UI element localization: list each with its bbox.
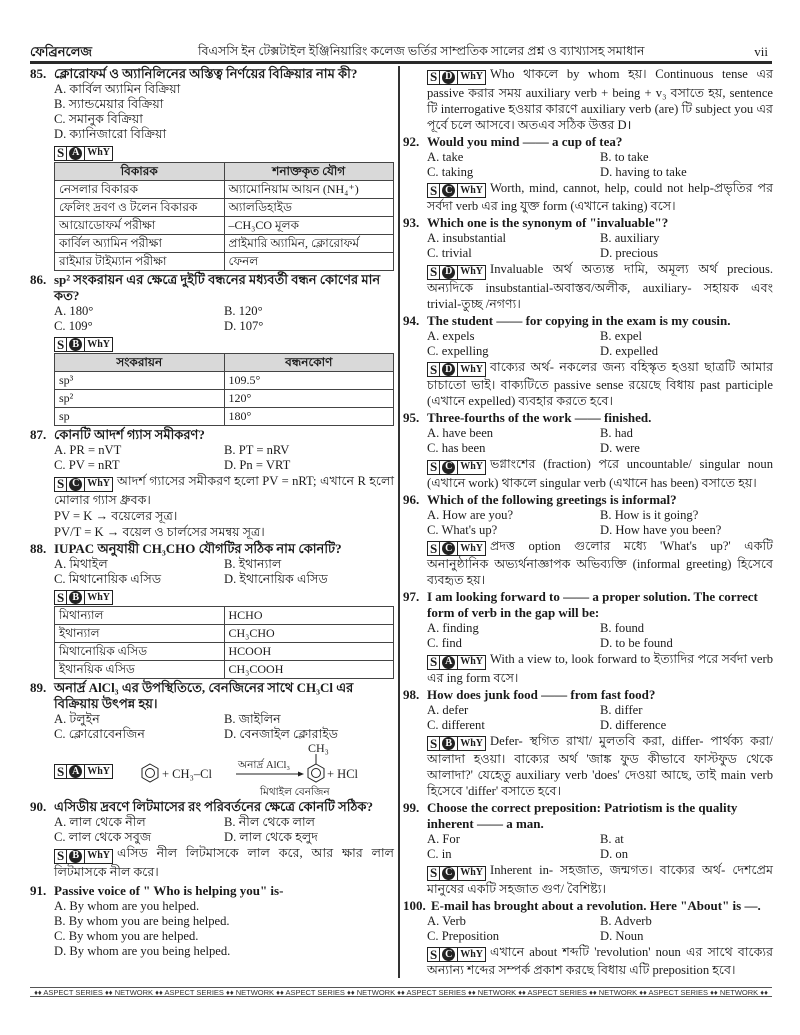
answer-circle: B xyxy=(69,338,82,351)
options xyxy=(427,508,773,538)
explanation: S A WhY With a view to, look forward to ইত্যাদির পরে সর্বদা verb এর ing form বসে। xyxy=(427,652,773,685)
option-d: D. precious xyxy=(600,246,659,260)
option-d: D. Pn = VRT xyxy=(224,458,291,472)
option-b: B. By whom you are being helped. xyxy=(54,913,230,928)
solution-badge: S A WhY xyxy=(54,146,113,161)
option-a: A. লাল থেকে নীল xyxy=(54,815,146,829)
explanation: S C WhY ভগ্নাংশের (fraction) পরে uncountable/ singular noun (এখানে work) থাকলে singular verb (এখানে has been) বসাতে হয়। xyxy=(427,457,773,490)
question-text: Which of the following greetings is informal? xyxy=(427,491,677,507)
solution-badge: S B WhY xyxy=(54,590,113,605)
option-d: D. expelled xyxy=(600,343,659,358)
option-b: B. 120° xyxy=(224,303,263,318)
option-c: C. Preposition xyxy=(427,928,500,943)
solution-badge: S C WhY xyxy=(427,866,486,881)
explanation: S C WhY প্রদত্ত option গুলোর মধ্যে 'What's up?' একটি অনানুষ্ঠানিক অভ্যর্থনাজ্ঞাপক অভিব্যক্তি (informal greeting) হিসেবে ব্যবহৃত হয়। xyxy=(427,538,773,587)
catalyst-label: অনার্দ্র AlCl₃ xyxy=(238,760,291,771)
option-b: B. নীল থেকে লাল xyxy=(224,815,316,829)
explanation: S D WhY Who থাকলে by whom হয়। Continuous tense এর passive করার সময় auxiliary verb + being + v₃ বসাতে হয়, sentence টি interrogative হওয়ার কারণে auxiliary verb (are) টি subject you এর পূর্বে চলে আসবে। অতএব সঠিক উত্তর D। xyxy=(427,67,773,132)
option-c: C. different xyxy=(427,717,485,732)
explanation: S D WhY Invaluable অর্থ অত্যন্ত দামি, অমূল্য অর্থ precious. অন্যদিকে insubstantial-অবাস্তব/অলীক, auxiliary- সহায়ক এবং trivial-তুচ্ছ /নগণ্য। xyxy=(427,262,773,311)
question-number: 91. xyxy=(30,882,47,898)
brand-name: ফেব্রিনলেজ xyxy=(30,44,93,59)
option-b: B. expel xyxy=(600,328,642,343)
solution-badge: S B WhY xyxy=(427,736,486,751)
question-text: কোনটি আদর্শ গ্যাস সমীকরণ? xyxy=(54,427,205,442)
option-d: D. লাল থেকে হলুদ xyxy=(224,830,318,844)
reaction-svg xyxy=(54,742,394,798)
question-number: 93. xyxy=(403,215,420,230)
page-title: বিএসসি ইন টেক্সটাইল ইঞ্জিনিয়ারিং কলেজ ভর্তির সাম্প্রতিক সালের প্রশ্ন ও ব্যাখ্যাসহ সমাধান xyxy=(198,44,645,58)
question-text: The student —— for copying in the exam is my cousin. xyxy=(427,312,731,328)
explanation: S C WhY আদর্শ গ্যাসের সমীকরণ হলো PV = nRT; এখানে R হলো মোলার গ্যাস ধ্রুবক। xyxy=(54,474,394,507)
table-header: শনাক্তকৃত যৌগ xyxy=(224,162,394,180)
option-c: C. By whom you are helped. xyxy=(54,928,199,943)
question-number: 90. xyxy=(30,799,47,814)
solution-badge: S B WhY xyxy=(54,337,113,352)
solution-badge: S C WhY xyxy=(427,541,486,556)
solution-badge: S D WhY xyxy=(427,70,486,85)
option-a: A. finding xyxy=(427,621,479,635)
option-b: B. জাইলিন xyxy=(224,712,281,726)
options xyxy=(427,703,773,733)
answer-circle: D xyxy=(442,363,455,376)
question-text: Passive voice of " Who is helping you" is- xyxy=(54,882,284,898)
explanation: S B WhY এসিড নীল লিটমাসকে লাল করে, আর ক্ষার লাল লিটমাসকে নীল করে। xyxy=(54,846,394,879)
solution-badge: S A WhY xyxy=(54,764,113,779)
options xyxy=(427,426,773,456)
table-row: আয়োডোফর্ম পরীক্ষা –CH₃CO মূলক xyxy=(55,216,394,234)
question-text: Would you mind —— a cup of tea? xyxy=(427,133,623,149)
question-89 xyxy=(30,680,394,798)
answer-circle: A xyxy=(69,147,82,160)
option-d: D. having to take xyxy=(600,164,687,179)
option-b: B. to take xyxy=(600,149,649,164)
left-column xyxy=(30,66,394,960)
option-a: A. take xyxy=(427,149,464,164)
page-number: vii xyxy=(754,44,768,59)
reaction-diagram xyxy=(54,742,394,798)
solution-badge: S D WhY xyxy=(427,362,486,377)
table-header: বন্ধনকোণ xyxy=(224,354,394,372)
benzene-ring-icon xyxy=(142,764,158,782)
option-c: C. What's up? xyxy=(427,522,498,537)
question-number: 86. xyxy=(30,271,47,287)
table-header: বিকারক xyxy=(55,162,225,180)
option-a: A. টলুইন xyxy=(54,712,100,726)
answer-circle: B xyxy=(69,591,82,604)
options xyxy=(54,557,394,587)
option-d: D. ক্যানিজারো বিক্রিয়া xyxy=(54,127,167,141)
byproduct-label: + HCl xyxy=(327,767,359,781)
question-text: Which one is the synonym of "invaluable"? xyxy=(427,215,669,230)
answer-circle: A xyxy=(442,656,455,669)
answer-circle: D xyxy=(442,266,455,279)
option-d: D. By whom are you being helped. xyxy=(54,943,231,958)
option-b: B. differ xyxy=(600,702,643,717)
product-name: মিথাইল বেনজিন xyxy=(260,787,330,798)
options xyxy=(427,621,773,651)
options xyxy=(54,815,394,845)
question-number: 94. xyxy=(403,312,420,328)
answer-circle: C xyxy=(69,478,82,491)
option-c: C. মিথানোয়িক এসিড xyxy=(54,571,162,586)
option-a: A. insubstantial xyxy=(427,231,507,245)
explanation-line: PV/T = K → বয়েল ও চার্লসের সমন্বয় সূত্র। xyxy=(54,524,265,539)
table-row: নেসলার বিকারক অ্যামোনিয়াম আয়ন (NH₄⁺) xyxy=(55,180,394,198)
explanation: S C WhY Worth, mind, cannot, help, could not help-প্রভৃতির পর সর্বদা verb এর ing যুক্ত form (এখানে taking) বসে। xyxy=(427,180,773,213)
solution-badge: S C WhY xyxy=(427,460,486,475)
question-number: 85. xyxy=(30,66,47,81)
question-98 xyxy=(403,687,773,800)
question-number: 89. xyxy=(30,680,47,695)
question-number: 97. xyxy=(403,589,420,604)
option-c: C. PV = nRT xyxy=(54,458,120,472)
option-b: B. PT = nRV xyxy=(224,443,290,457)
question-text: ক্লোরোফর্ম ও অ্যানিলিনের অস্তিত্ব নির্ণয়ের বিক্রিয়ার নাম কী? xyxy=(54,66,358,81)
options xyxy=(54,304,394,334)
question-text: IUPAC অনুযায়ী CH₃CHO যৌগটির সঠিক নাম কোনটি? xyxy=(54,540,342,556)
reactant-label: + CH₃–Cl xyxy=(162,767,212,781)
answer-circle: B xyxy=(442,737,455,750)
options xyxy=(54,899,394,959)
question-85 xyxy=(30,66,394,271)
question-number: 100. xyxy=(403,897,426,913)
question-text: sp² সংকরায়ন এর ক্ষেত্রে দুইটি বন্ধনের মধ্যবর্তী বন্ধন কোণের মান কত? xyxy=(54,271,381,303)
compound-table xyxy=(54,606,394,679)
question-number: 98. xyxy=(403,686,420,702)
option-d: D. difference xyxy=(600,717,667,732)
options xyxy=(427,329,773,359)
solution-badge: S C WhY xyxy=(54,477,113,492)
table-header: সংকরায়ন xyxy=(55,354,225,372)
page-footer: ♦♦ ASPECT SERIES ♦♦ NETWORK ♦♦ ASPECT SERIES ♦♦ NETWORK ♦♦ ASPECT SERIES ♦♦ NETWORK ♦♦ ASPECT SERIES ♦♦ NETWORK ♦♦ ASPECT SERIES ♦♦ NETWORK ♦♦ ASPECT SERIES ♦♦ NETWORK ♦♦ xyxy=(30,987,772,997)
question-text: How does junk food —— from fast food? xyxy=(427,686,656,702)
substituent-label: CH₃ xyxy=(308,742,329,755)
solution-badge: S D WhY xyxy=(427,265,486,280)
question-number: 87. xyxy=(30,427,47,442)
option-b: B. How is it going? xyxy=(600,507,699,522)
answer-circle: C xyxy=(442,542,455,555)
table-row: মিথান্যাল HCHO xyxy=(55,607,394,625)
option-d: D. on xyxy=(600,847,628,861)
table-row: sp² 120° xyxy=(55,390,394,408)
option-d: D. বেনজাইল ক্লোরাইড xyxy=(224,727,339,741)
options xyxy=(427,150,773,180)
answer-circle: A xyxy=(69,765,82,778)
option-c: C. taking xyxy=(427,164,474,179)
option-a: A. 180° xyxy=(54,303,94,318)
option-a: A. কার্বিল অ্যামিন বিক্রিয়া xyxy=(54,82,181,96)
explanation: S B WhY Defer- স্থগিত রাখা/ মুলতবি করা, differ- পার্থক্য করা/ আলাদা হওয়া। বাক্যের অর্থ 'জাঙ্ক ফুড কীভাবে ফাস্টফুড থেকে আলাদা?' যেহেতু auxiliary verb 'does' দেওয়া আছে, তাই main verb হিসেবে 'differ' বসাতে হবে। xyxy=(427,733,773,798)
options xyxy=(54,712,394,742)
question-text: এসিডীয় দ্রবণে লিটমাসের রং পরিবর্তনের ক্ষেত্রে কোনটি সঠিক? xyxy=(54,799,373,814)
option-a: A. How are you? xyxy=(427,507,514,522)
question-86 xyxy=(30,272,394,427)
option-b: B. at xyxy=(600,832,624,846)
option-b: B. auxiliary xyxy=(600,231,660,245)
question-91-explanation xyxy=(403,66,773,133)
option-a: A. By whom are you helped. xyxy=(54,898,200,913)
table-row: ইথানয়িক এসিড CH₃COOH xyxy=(55,661,394,679)
option-a: A. Verb xyxy=(427,913,466,928)
arrow-head-icon xyxy=(298,772,304,777)
option-d: D. to be found xyxy=(600,636,673,650)
option-c: C. has been xyxy=(427,441,486,455)
option-b: B. found xyxy=(600,621,645,635)
question-96 xyxy=(403,492,773,589)
question-text: I am looking forward to —— a proper solution. The correct form of verb in the gap will be: xyxy=(427,589,758,620)
option-c: C. expelling xyxy=(427,343,489,358)
table-row: ফেলিং দ্রবণ ও টলেন বিকারক অ্যালডিহাইড xyxy=(55,198,394,216)
question-number: 99. xyxy=(403,800,420,815)
solution-badge: S C WhY xyxy=(427,947,486,962)
option-c: C. লাল থেকে সবুজ xyxy=(54,830,152,844)
options xyxy=(54,82,394,142)
option-a: A. expels xyxy=(427,328,475,343)
option-c: C. ক্লোরোবেনজিন xyxy=(54,727,145,741)
option-d: D. 107° xyxy=(224,318,264,333)
option-a: A. have been xyxy=(427,426,494,440)
option-a: A. For xyxy=(427,832,460,846)
table-row: কার্বিল অ্যামিন পরীক্ষা প্রাইমারি অ্যামিন, ক্লোরোফর্ম xyxy=(55,234,394,252)
question-91 xyxy=(30,883,394,959)
option-c: C. find xyxy=(427,636,462,650)
answer-circle: C xyxy=(442,461,455,474)
reagent-table xyxy=(54,162,394,271)
options xyxy=(54,443,394,473)
option-d: D. were xyxy=(600,441,640,455)
option-b: B. স্যান্ডমেয়ার বিক্রিয়া xyxy=(54,97,164,111)
explanation-line: PV = K → বয়েলের সূত্র। xyxy=(54,508,178,523)
option-b: B. had xyxy=(600,426,633,440)
options xyxy=(427,914,773,944)
question-97 xyxy=(403,589,773,686)
table-row: মিথানোয়িক এসিড HCOOH xyxy=(55,643,394,661)
solution-badge: S C WhY xyxy=(427,183,486,198)
option-c: C. in xyxy=(427,847,452,861)
table-row: ইথান্যাল CH₃CHO xyxy=(55,625,394,643)
option-a: A. PR = nVT xyxy=(54,443,122,457)
explanation: S D WhY বাক্যের অর্থ- নকলের জন্য বহিস্কৃত হওয়া ছাত্রটি আমার চাচাতো ভাই। বাক্যটিতে passive sense রয়েছে বিধায় past participle (এখানে expelled) ব্যবহার করতে হবে। xyxy=(427,359,773,408)
options xyxy=(427,832,773,862)
hybridization-table xyxy=(54,353,394,426)
table-row: sp 180° xyxy=(55,408,394,426)
right-column xyxy=(403,66,773,979)
table-row: রাইমার টাইম্যান পরীক্ষা ফেনল xyxy=(55,252,394,270)
option-b: B. ইথান্যাল xyxy=(224,556,282,571)
explanation: S C WhY এখানে about শব্দটি 'revolution' noun এর সাথে বাক্যের অন্যান্য শব্দের সম্পর্ক প্রকাশ করছে বিধায় এটি preposition হবে। xyxy=(427,944,773,977)
option-c: C. 109° xyxy=(54,318,93,333)
question-number: 88. xyxy=(30,540,47,556)
answer-circle: D xyxy=(442,71,455,84)
option-c: C. সমানুক বিক্রিয়া xyxy=(54,112,143,126)
question-number: 95. xyxy=(403,410,420,425)
table-row: sp³ 109.5° xyxy=(55,372,394,390)
answer-circle: C xyxy=(442,948,455,961)
option-d: D. How have you been? xyxy=(600,522,722,537)
answer-circle: C xyxy=(442,867,455,880)
option-d: D. ইথানোয়িক এসিড xyxy=(224,571,328,586)
question-number: 92. xyxy=(403,133,420,149)
solution-badge: S B WhY xyxy=(54,849,113,864)
answer-circle: B xyxy=(69,850,82,863)
question-100 xyxy=(403,898,773,979)
option-a: A. মিথাইল xyxy=(54,556,108,571)
answer-circle: C xyxy=(442,184,455,197)
toluene-ring-icon xyxy=(308,754,324,782)
question-text: Three-fourths of the work —— finished. xyxy=(427,410,652,425)
option-b: B. Adverb xyxy=(600,913,652,928)
option-a: A. defer xyxy=(427,702,469,717)
options xyxy=(427,231,773,261)
option-c: C. trivial xyxy=(427,246,472,260)
question-number: 96. xyxy=(403,491,420,507)
question-text: Choose the correct preposition: Patriotism is the quality inherent —— a man. xyxy=(427,800,738,831)
page-header xyxy=(30,44,772,64)
question-90 xyxy=(30,799,394,880)
question-94 xyxy=(403,313,773,410)
solution-badge: S A WhY xyxy=(427,655,486,670)
column-divider xyxy=(398,66,400,978)
question-95 xyxy=(403,410,773,491)
question-93 xyxy=(403,215,773,312)
explanation: S C WhY Inherent in- সহজাত, জন্মগত। বাক্যের অর্থ- দেশপ্রেম মানুষের একটি সহজাত গুণ/ বৈশিষ্ট্য। xyxy=(427,863,773,896)
question-text: অনার্দ্র AlCl₃ এর উপস্থিতিতে, বেনজিনের সাথে CH₃Cl এর বিক্রিয়ায় উৎপন্ন হয়। xyxy=(54,680,354,711)
option-d: D. Noun xyxy=(600,928,644,943)
question-text: E-mail has brought about a revolution. Here "About" is —. xyxy=(431,897,761,913)
question-87 xyxy=(30,427,394,540)
question-92 xyxy=(403,134,773,215)
question-88 xyxy=(30,541,394,680)
question-99 xyxy=(403,800,773,897)
